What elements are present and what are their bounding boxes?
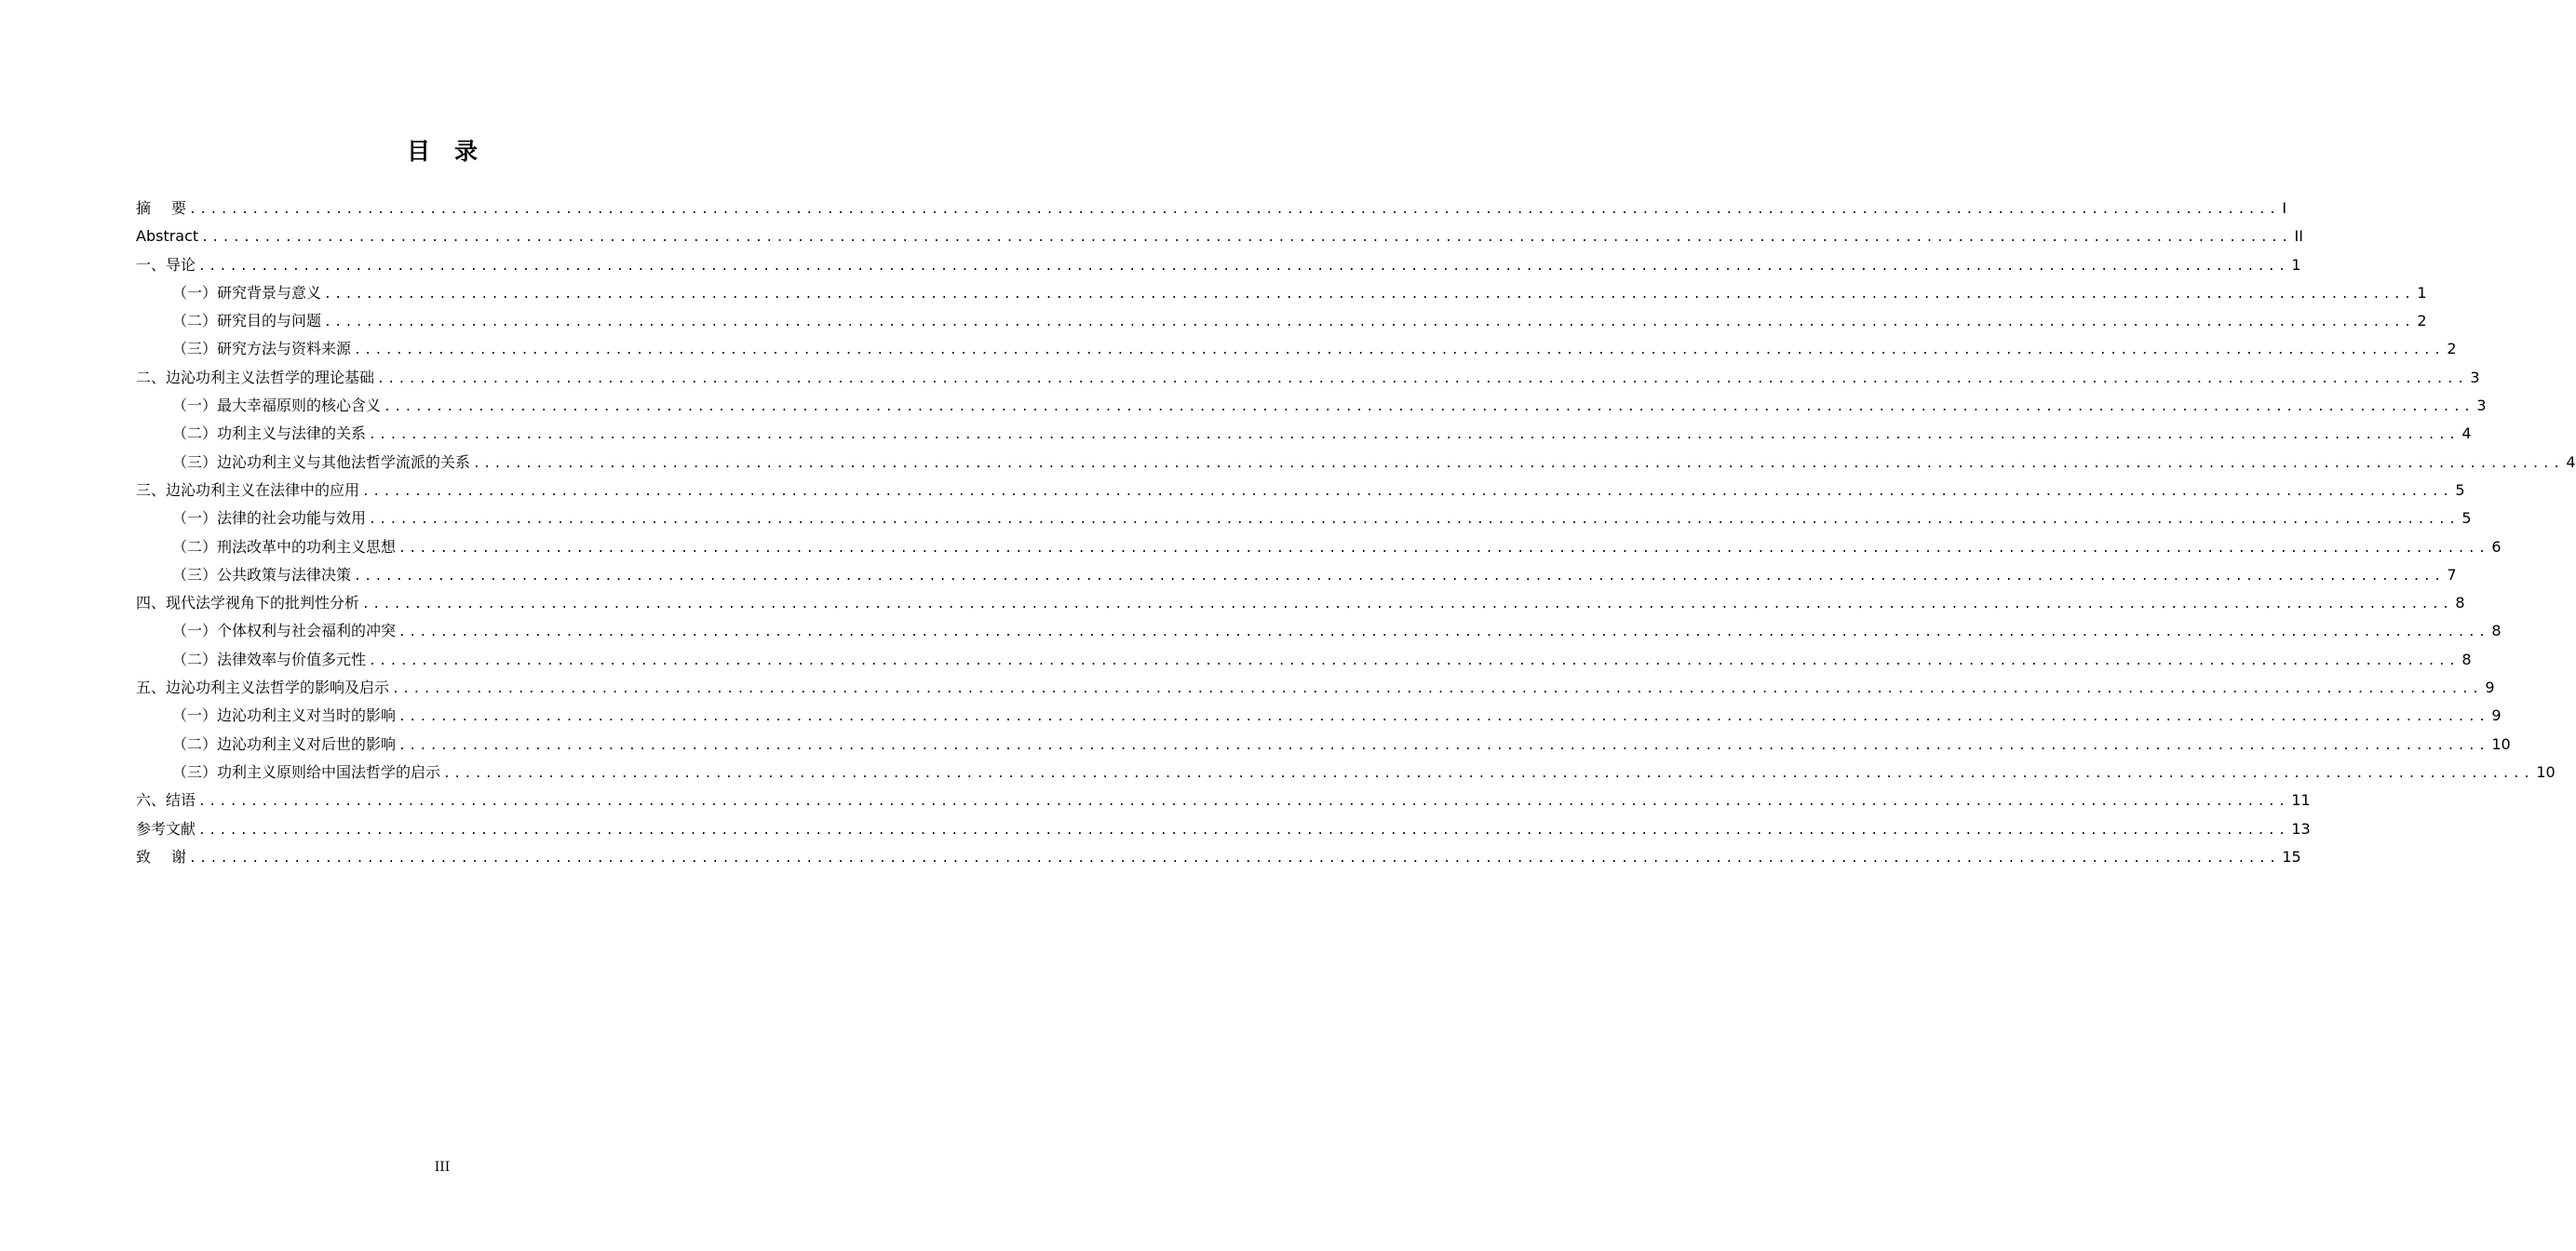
toc-entry-page: 3 bbox=[2476, 397, 2487, 415]
page-title: 目录 bbox=[406, 138, 502, 165]
toc-entry-page: 5 bbox=[2461, 509, 2472, 528]
toc-entry-page: 8 bbox=[2461, 650, 2472, 668]
toc-entry-page: 2 bbox=[2447, 340, 2457, 358]
toc-entry-page: 2 bbox=[2417, 312, 2427, 330]
toc-entry[interactable] bbox=[136, 477, 2465, 504]
toc-leader-dots: ........................................................................................................................................................................................................ bbox=[398, 626, 2489, 640]
toc-leader-dots: ........................................................................................................................................................................................................ bbox=[398, 738, 2489, 753]
toc-leader-dots: ........................................................................................................................................................................................................ bbox=[377, 371, 2468, 386]
toc-entry[interactable] bbox=[136, 731, 2511, 759]
toc-leader-dots: ........................................................................................................................................................................................................ bbox=[384, 400, 2475, 415]
toc-entry[interactable] bbox=[136, 843, 2301, 871]
toc-entry[interactable] bbox=[136, 617, 2502, 645]
toc-entry-label: （三）边沁功利主义与其他法哲学流派的关系 bbox=[172, 452, 471, 471]
toc-leader-dots: ........................................................................................................................................................................................................ bbox=[198, 259, 2289, 274]
toc-entry[interactable] bbox=[136, 589, 2465, 617]
toc-entry-label: （三）功利主义原则给中国法哲学的启示 bbox=[172, 762, 441, 781]
toc-entry[interactable] bbox=[136, 449, 2576, 477]
toc-entry-label: 致谢 bbox=[136, 847, 208, 866]
toc-entry[interactable] bbox=[136, 392, 2487, 420]
toc-entry[interactable] bbox=[136, 335, 2457, 363]
toc-entry-page: 4 bbox=[2461, 424, 2472, 443]
toc-entry-label: （一）最大幸福原则的核心含义 bbox=[172, 397, 382, 415]
toc-entry-label: （二）刑法改革中的功利主义思想 bbox=[172, 537, 397, 556]
toc-entry-label: （一）研究背景与意义 bbox=[172, 283, 322, 302]
toc-leader-dots: ........................................................................................................................................................................................................ bbox=[324, 316, 2415, 330]
toc-entry-label: 参考文献 bbox=[136, 819, 196, 838]
toc-entry[interactable] bbox=[136, 195, 2287, 222]
toc-entry-page: 1 bbox=[2291, 255, 2301, 274]
toc-entry[interactable] bbox=[136, 251, 2301, 279]
toc-entry-page: 9 bbox=[2491, 706, 2502, 725]
toc-entry-label: （三）公共政策与法律决策 bbox=[172, 565, 352, 584]
toc-entry-page: 11 bbox=[2291, 791, 2311, 810]
toc-entry-page: 9 bbox=[2485, 679, 2495, 697]
toc-entry[interactable] bbox=[136, 759, 2556, 787]
toc-leader-dots: ........................................................................................................................................................................................................ bbox=[392, 682, 2483, 697]
toc-entry[interactable] bbox=[136, 364, 2480, 392]
toc-entry-page: 5 bbox=[2455, 480, 2465, 499]
toc-leader-dots: ........................................................................................................................................................................................................ bbox=[198, 823, 2289, 838]
toc-entry[interactable] bbox=[136, 420, 2472, 448]
toc-entry[interactable] bbox=[136, 222, 2303, 250]
toc-entry[interactable] bbox=[136, 533, 2502, 561]
toc-leader-dots: ........................................................................................................................................................................................................ bbox=[369, 653, 2460, 668]
toc-entry-page: 8 bbox=[2455, 594, 2465, 612]
toc-entry-label: （一）边沁功利主义对当时的影响 bbox=[172, 706, 397, 725]
toc-leader-dots: ........................................................................................................................................................................................................ bbox=[201, 231, 2292, 246]
toc-entry-page: 1 bbox=[2417, 283, 2427, 302]
toc-entry-page: 15 bbox=[2282, 847, 2301, 866]
toc-entry-label: （一）个体权利与社会福利的冲突 bbox=[172, 622, 397, 640]
toc-entry-label: （二）边沁功利主义对后世的影响 bbox=[172, 734, 397, 753]
toc-leader-dots: ........................................................................................................................................................................................................ bbox=[198, 795, 2289, 810]
toc-entry-label: （一）法律的社会功能与效用 bbox=[172, 509, 367, 528]
toc-entry-page: 3 bbox=[2470, 368, 2480, 386]
toc-entry-label: 二、边沁功利主义法哲学的理论基础 bbox=[136, 368, 375, 386]
toc-entry-label: 六、结语 bbox=[136, 791, 196, 810]
toc-entry-label: 摘要 bbox=[136, 199, 208, 217]
toc-leader-dots: ........................................................................................................................................................................................................ bbox=[189, 851, 2280, 866]
toc-leader-dots: ........................................................................................................................................................................................................ bbox=[369, 428, 2460, 443]
toc-entry-page: 10 bbox=[2536, 762, 2556, 781]
toc-leader-dots: ........................................................................................................................................................................................................ bbox=[473, 456, 2564, 471]
footer-page-number: III bbox=[434, 1160, 451, 1175]
toc-entry-label: （二）研究目的与问题 bbox=[172, 312, 322, 330]
toc-leader-dots: ........................................................................................................................................................................................................ bbox=[443, 766, 2534, 781]
toc-entry-label: 三、边沁功利主义在法律中的应用 bbox=[136, 480, 360, 499]
toc-entry-page: 7 bbox=[2447, 565, 2457, 584]
toc-leader-dots: ........................................................................................................................................................................................................ bbox=[398, 541, 2489, 556]
toc-entry-label: 五、边沁功利主义法哲学的影响及启示 bbox=[136, 679, 390, 697]
toc-entry[interactable] bbox=[136, 279, 2427, 307]
toc-entry-page: II bbox=[2294, 227, 2303, 246]
toc-entry[interactable] bbox=[136, 674, 2495, 702]
toc-leader-dots: ........................................................................................................................................................................................................ bbox=[398, 710, 2489, 725]
toc-leader-dots: ........................................................................................................................................................................................................ bbox=[324, 287, 2415, 302]
toc-entry-label: 四、现代法学视角下的批判性分析 bbox=[136, 594, 360, 612]
toc-entry-page: 6 bbox=[2491, 537, 2502, 556]
toc-entry-page: 8 bbox=[2491, 622, 2502, 640]
toc-entry[interactable] bbox=[136, 646, 2472, 674]
toc-entry-page: I bbox=[2282, 199, 2287, 217]
toc-entry-label: Abstract bbox=[136, 227, 199, 246]
toc-entry-page: 10 bbox=[2491, 734, 2511, 753]
toc-entry-label: （二）功利主义与法律的关系 bbox=[172, 424, 367, 443]
toc-leader-dots: ........................................................................................................................................................................................................ bbox=[354, 343, 2445, 358]
toc-leader-dots: ........................................................................................................................................................................................................ bbox=[369, 513, 2460, 528]
toc-entry[interactable] bbox=[136, 787, 2311, 814]
toc-entry[interactable] bbox=[136, 561, 2457, 589]
toc-leader-dots: ........................................................................................................................................................................................................ bbox=[362, 484, 2453, 499]
toc-entry-label: （二）法律效率与价值多元性 bbox=[172, 650, 367, 668]
toc-leader-dots: ........................................................................................................................................................................................................ bbox=[354, 569, 2445, 584]
toc-leader-dots: ........................................................................................................................................................................................................ bbox=[189, 203, 2280, 217]
toc-entry-label: 一、导论 bbox=[136, 255, 196, 274]
table-of-contents bbox=[136, 195, 2576, 871]
toc-entry[interactable] bbox=[136, 504, 2472, 532]
toc-entry-page: 4 bbox=[2566, 452, 2576, 471]
toc-entry[interactable] bbox=[136, 702, 2502, 730]
toc-entry[interactable] bbox=[136, 815, 2311, 843]
toc-entry-page: 13 bbox=[2291, 819, 2311, 838]
toc-entry[interactable] bbox=[136, 307, 2427, 335]
toc-leader-dots: ........................................................................................................................................................................................................ bbox=[362, 598, 2453, 612]
toc-entry-label: （三）研究方法与资料来源 bbox=[172, 340, 352, 358]
